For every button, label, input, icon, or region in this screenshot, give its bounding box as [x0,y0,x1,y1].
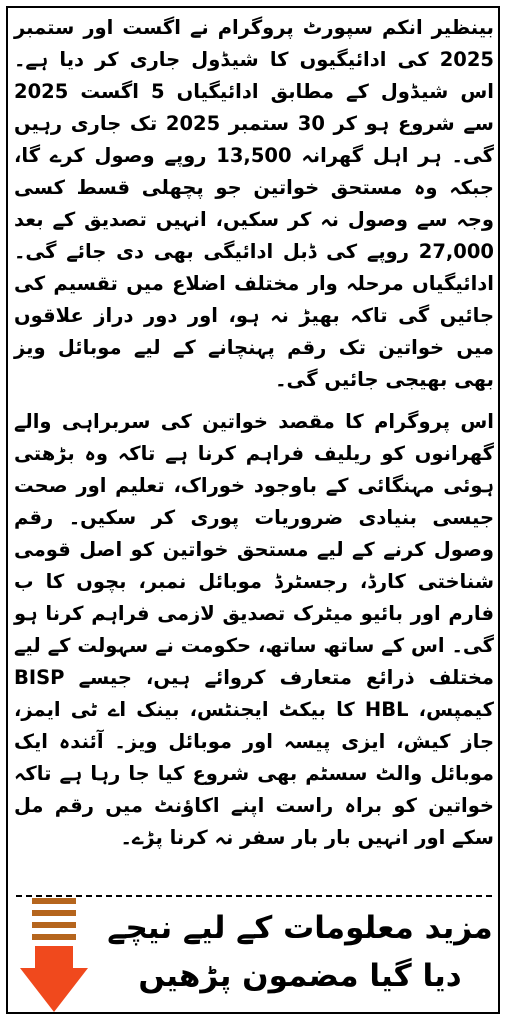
arrow-stripe [32,922,76,928]
article-body [14,12,494,864]
read-more-line-1: مزید معلومات کے لیے نیچے [107,910,493,946]
read-more-line-2: دیا گیا مضمون پڑھیں [138,958,462,994]
arrow-head [20,968,88,1012]
read-more-callout [104,904,496,1004]
arrow-stripe [32,898,76,904]
arrow-shaft [35,946,73,968]
arrow-stripe [32,934,76,940]
article-paragraph-2: اس پروگرام کا مقصد خواتین کی سربراہی والے گھرانوں کو ریلیف فراہم کرنا ہے تاکہ وہ بڑھتی ہوئی مہنگائی کے باوجود خوراک، تعلیم اور صحت جیسی بنیادی ضروریات پوری کر سکیں۔ رقم وصول کرنے کے لیے مستحق خواتین کو اصل قومی شناختی کارڈ، رجسٹرڈ موبائل نمبر، بچوں کا ب فارم اور بائیو میٹرک تصدیق لازمی فراہم کرنا ہو گی۔ اس کے ساتھ ساتھ، حکومت نے سہولت کے لیے مختلف ذرائع متعارف کروائے ہیں، جیسے BISP کیمپس، HBL کا بیکٹ ایجنٹس، بینک اے ٹی ایمز، جاز کیش، ایزی پیسہ اور موبائل ویز۔ آئندہ ایک موبائل والٹ سسٹم بھی شروع کیا جا رہا ہے تاکہ خواتین کو براہ راست اپنے اکاؤنٹ میں رقم مل سکے اور انہیں بار بار سفر نہ کرنا پڑے۔ [14,410,494,849]
article-paragraph-1: بینظیر انکم سپورٹ پروگرام نے اگست اور ستمبر 2025 کی ادائیگیوں کا شیڈول جاری کر دیا ہے۔ اس شیڈول کے مطابق ادائیگیاں 5 اگست 2025 سے شروع ہو کر 30 ستمبر 2025 تک جاری رہیں گی۔ ہر اہل گھرانہ 13,500 روپے وصول کرے گا، جبکہ وہ مستحق خواتین جو پچھلی قسط کسی وجہ سے وصول نہ کر سکیں، انہیں تصدیق کے بعد 27,000 روپے کی ڈبل ادائیگی بھی دی جائے گی۔ ادائیگیاں مرحلہ وار مختلف اضلاع میں تقسیم کی جائیں گی تاکہ بھیڑ نہ ہو، اور دور دراز علاقوں میں خواتین تک رقم پہنچانے کے لیے موبائل ویز بھی بھیجی جائیں گی۔ [14,16,495,391]
arrow-stripe [32,910,76,916]
section-divider [16,895,492,897]
down-arrow-icon [20,898,88,1016]
